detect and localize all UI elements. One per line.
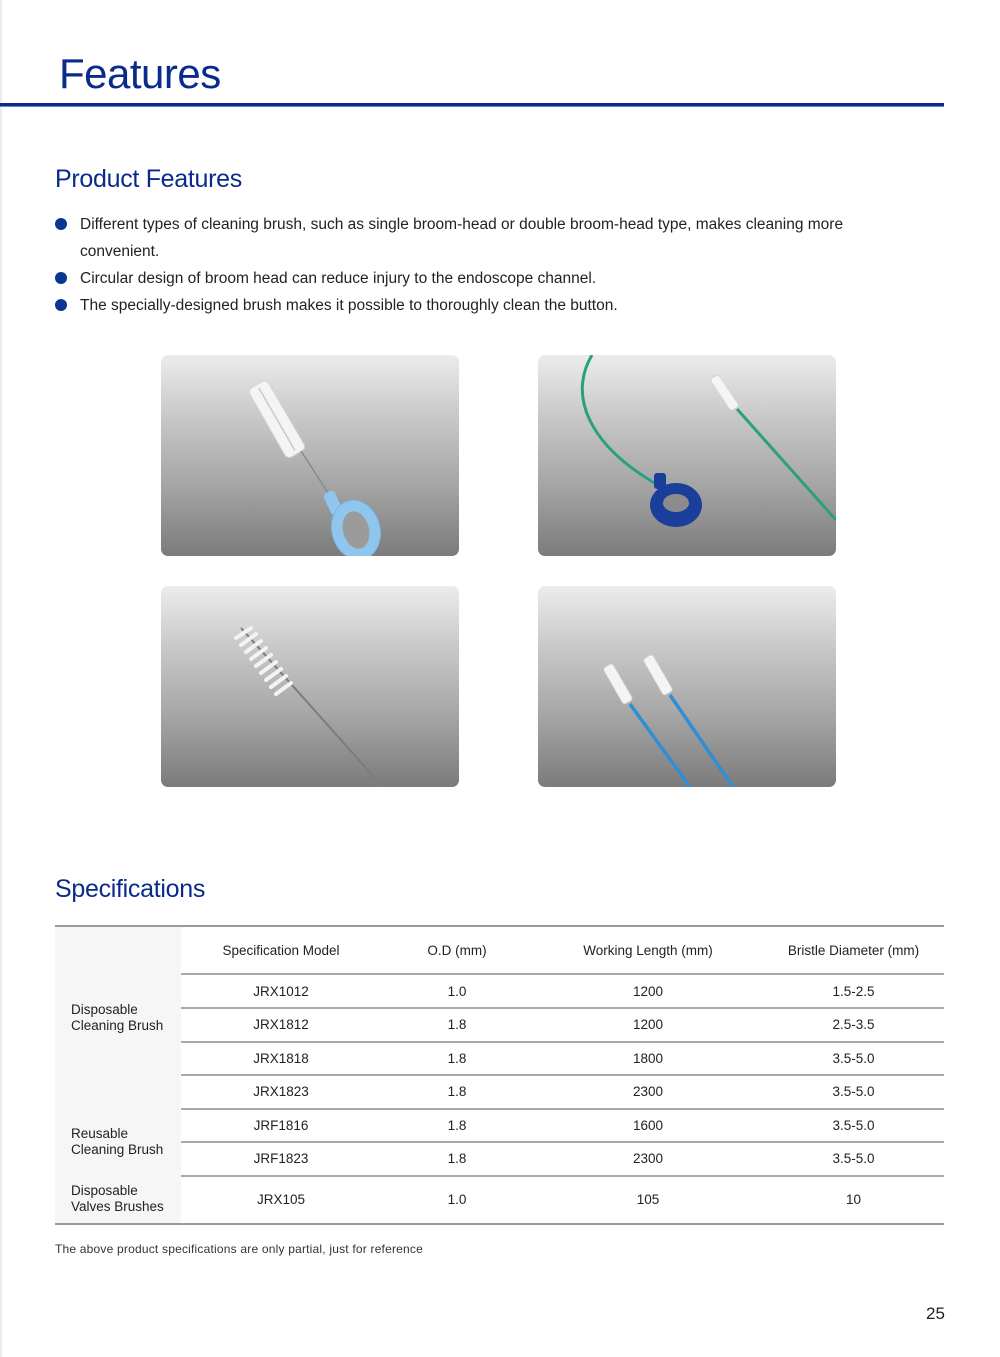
feature-list bbox=[55, 211, 915, 319]
table-row bbox=[55, 1176, 944, 1224]
length-cell: 1800 bbox=[533, 1042, 763, 1076]
feature-item bbox=[55, 292, 915, 319]
brush-illustration-icon bbox=[538, 355, 836, 556]
product-image-twin-brushes bbox=[538, 586, 836, 787]
length-cell: 1200 bbox=[533, 1008, 763, 1042]
model-cell: JRF1816 bbox=[181, 1109, 381, 1143]
bristle-cell: 2.5-3.5 bbox=[763, 1008, 944, 1042]
feature-text: The specially-designed brush makes it possible to thoroughly clean the button. bbox=[80, 297, 618, 314]
table-row bbox=[55, 1142, 944, 1176]
product-image-ring-brush-light-blue bbox=[161, 355, 459, 556]
bristle-cell: 3.5-5.0 bbox=[763, 1042, 944, 1076]
od-cell: 1.8 bbox=[381, 1008, 533, 1042]
title-divider bbox=[0, 103, 944, 107]
table-row bbox=[55, 1075, 944, 1109]
feature-item bbox=[55, 265, 915, 292]
bullet-icon bbox=[55, 299, 67, 311]
specifications-heading: Specifications bbox=[55, 875, 206, 903]
model-cell: JRX1823 bbox=[181, 1075, 381, 1109]
length-cell: 105 bbox=[533, 1176, 763, 1224]
product-features-heading: Product Features bbox=[55, 165, 242, 193]
model-cell: JRX1012 bbox=[181, 974, 381, 1008]
brush-illustration-icon bbox=[161, 586, 459, 787]
model-cell: JRX105 bbox=[181, 1176, 381, 1224]
brush-illustration-icon bbox=[538, 586, 836, 787]
model-cell: JRF1823 bbox=[181, 1142, 381, 1176]
feature-text: Different types of cleaning brush, such as single broom-head or double broom-head type, makes cleaning more convenient. bbox=[80, 216, 844, 260]
table-row bbox=[55, 974, 944, 1008]
od-cell: 1.0 bbox=[381, 974, 533, 1008]
length-cell: 1200 bbox=[533, 974, 763, 1008]
bullet-icon bbox=[55, 218, 67, 230]
column-header-od: O.D (mm) bbox=[427, 942, 487, 958]
model-cell: JRX1818 bbox=[181, 1042, 381, 1076]
page-number: 25 bbox=[926, 1304, 945, 1323]
product-image-ring-brush-dark-blue bbox=[538, 355, 836, 556]
bullet-icon bbox=[55, 272, 67, 284]
od-cell: 1.8 bbox=[381, 1142, 533, 1176]
product-image-spiral-brush bbox=[161, 586, 459, 787]
product-image-gallery bbox=[150, 346, 850, 796]
od-cell: 1.0 bbox=[381, 1176, 533, 1224]
brush-illustration-icon bbox=[161, 355, 459, 556]
feature-item bbox=[55, 211, 915, 265]
column-header-model: Specification Model bbox=[222, 942, 340, 958]
column-header-bristle-diameter: Bristle Diameter (mm) bbox=[787, 942, 920, 958]
table-row bbox=[55, 1042, 944, 1076]
bristle-cell: 3.5-5.0 bbox=[763, 1075, 944, 1109]
table-row bbox=[55, 1008, 944, 1042]
length-cell: 1600 bbox=[533, 1109, 763, 1143]
table-row bbox=[55, 1109, 944, 1143]
page-edge bbox=[0, 0, 2, 1357]
od-cell: 1.8 bbox=[381, 1042, 533, 1076]
specifications-table bbox=[55, 925, 944, 1225]
bristle-cell: 10 bbox=[763, 1176, 944, 1224]
category-cell: Disposable Cleaning Brush bbox=[55, 926, 181, 1109]
bristle-cell: 1.5-2.5 bbox=[763, 974, 944, 1008]
table-header-row bbox=[55, 926, 944, 974]
od-cell: 1.8 bbox=[381, 1109, 533, 1143]
column-header-working-length: Working Length (mm) bbox=[583, 942, 713, 958]
page-title: Features bbox=[59, 50, 221, 97]
category-cell: Disposable Valves Brushes bbox=[55, 1176, 181, 1224]
model-cell: JRX1812 bbox=[181, 1008, 381, 1042]
specifications-footnote: The above product specifications are only partial, just for reference bbox=[55, 1242, 423, 1256]
length-cell: 2300 bbox=[533, 1075, 763, 1109]
category-cell: Reusable Cleaning Brush bbox=[55, 1109, 181, 1176]
bristle-cell: 3.5-5.0 bbox=[763, 1142, 944, 1176]
feature-text: Circular design of broom head can reduce injury to the endoscope channel. bbox=[80, 270, 597, 287]
bristle-cell: 3.5-5.0 bbox=[763, 1109, 944, 1143]
length-cell: 2300 bbox=[533, 1142, 763, 1176]
od-cell: 1.8 bbox=[381, 1075, 533, 1109]
